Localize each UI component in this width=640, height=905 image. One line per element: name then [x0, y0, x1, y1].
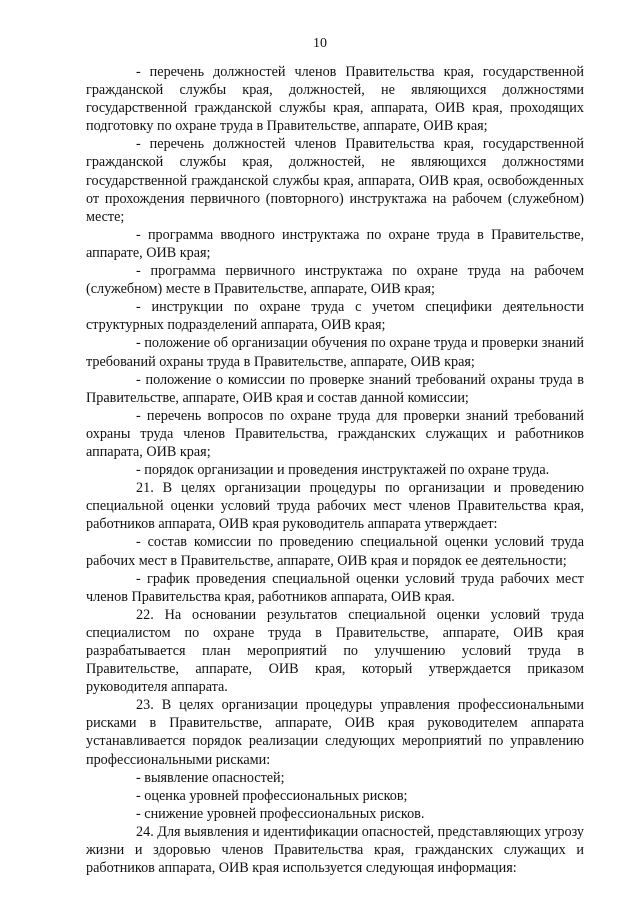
list-item-primary-briefing-program: - программа первичного инструктажа по охране труда на рабочем (служебном) месте в Правительстве, аппарате, ОИВ края; — [86, 263, 584, 298]
list-item-assessment-commission: - состав комиссии по проведению специальной оценки условий труда рабочих мест в Правительстве, аппарате, ОИВ края и порядок ее деятельности; — [86, 534, 584, 569]
list-item-positions-training: - перечень должностей членов Правительства края, государственной гражданской службы края, должностей, не являющихся должностями государственной гражданской службы края, аппарата, ОИВ края, проходящих подготовку по охране труда в Правительстве, аппарате, ОИВ края; — [86, 64, 584, 135]
clause-24: 24. Для выявления и идентификации опасностей, представляющих угрозу жизни и здоровью членов Правительства края, гражданских служащих и работников аппарата, ОИВ края используется следующая информация: — [86, 823, 584, 877]
list-item-training-regulation: - положение об организации обучения по охране труда и проверки знаний требований охраны труда в Правительстве, аппарате, ОИВ края; — [86, 335, 584, 370]
clause-22: 22. На основании результатов специальной оценки условий труда специалистом по охране труда в Правительстве, аппарате, ОИВ края разрабатывается план мероприятий по улучшению условий труда в Правительстве, аппарате, ОИВ края, который утверждается приказом руководителя аппарата. — [86, 606, 584, 696]
list-item-briefing-procedure: - порядок организации и проведения инструктажей по охране труда. — [136, 462, 550, 479]
list-item-assessment-schedule: - график проведения специальной оценки условий труда рабочих мест членов Правительства края, работников аппарата, ОИВ края. — [86, 570, 584, 605]
clause-23: 23. В целях организации процедуры управления профессиональными рисками в Правительстве, аппарате, ОИВ края руководителем аппарата устанавливается порядок реализации следующих мероприятий по управлению профессиональными рисками: — [86, 697, 584, 768]
list-item-commission-regulation: - положение о комиссии по проверке знаний требований охраны труда в Правительстве, аппарате, ОИВ края и состав данной комиссии; — [86, 371, 584, 406]
list-item-hazard-identification: - выявление опасностей; — [136, 769, 285, 786]
list-item-induction-program: - программа вводного инструктажа по охране труда в Правительстве, аппарате, ОИВ края; — [86, 226, 584, 261]
document-body — [86, 63, 584, 877]
list-item-risk-reduction: - снижение уровней профессиональных рисков. — [136, 805, 425, 822]
clause-21: 21. В целях организации процедуры по организации и проведению специальной оценки условий труда рабочих мест членов Правительства края, работников аппарата, ОИВ края руководитель аппарата утверждает: — [86, 480, 584, 533]
page-number: 10 — [313, 36, 327, 51]
list-item-safety-instructions: - инструкции по охране труда с учетом специфики деятельности структурных подразделений аппарата, ОИВ края; — [86, 299, 584, 334]
list-item-risk-assessment: - оценка уровней профессиональных рисков; — [136, 787, 408, 804]
list-item-question-list: - перечень вопросов по охране труда для проверки знаний требований охраны труда членов Правительства, гражданских служащих и работников аппарата, ОИВ края; — [86, 407, 584, 460]
list-item-positions-exempt: - перечень должностей членов Правительства края, государственной гражданской службы края, должностей, не являющихся должностями государственной гражданской службы края, аппарата, ОИВ края, освобожденных от прохождения первичного (повторного) инструктажа на рабочем (служебном) месте; — [86, 136, 584, 225]
